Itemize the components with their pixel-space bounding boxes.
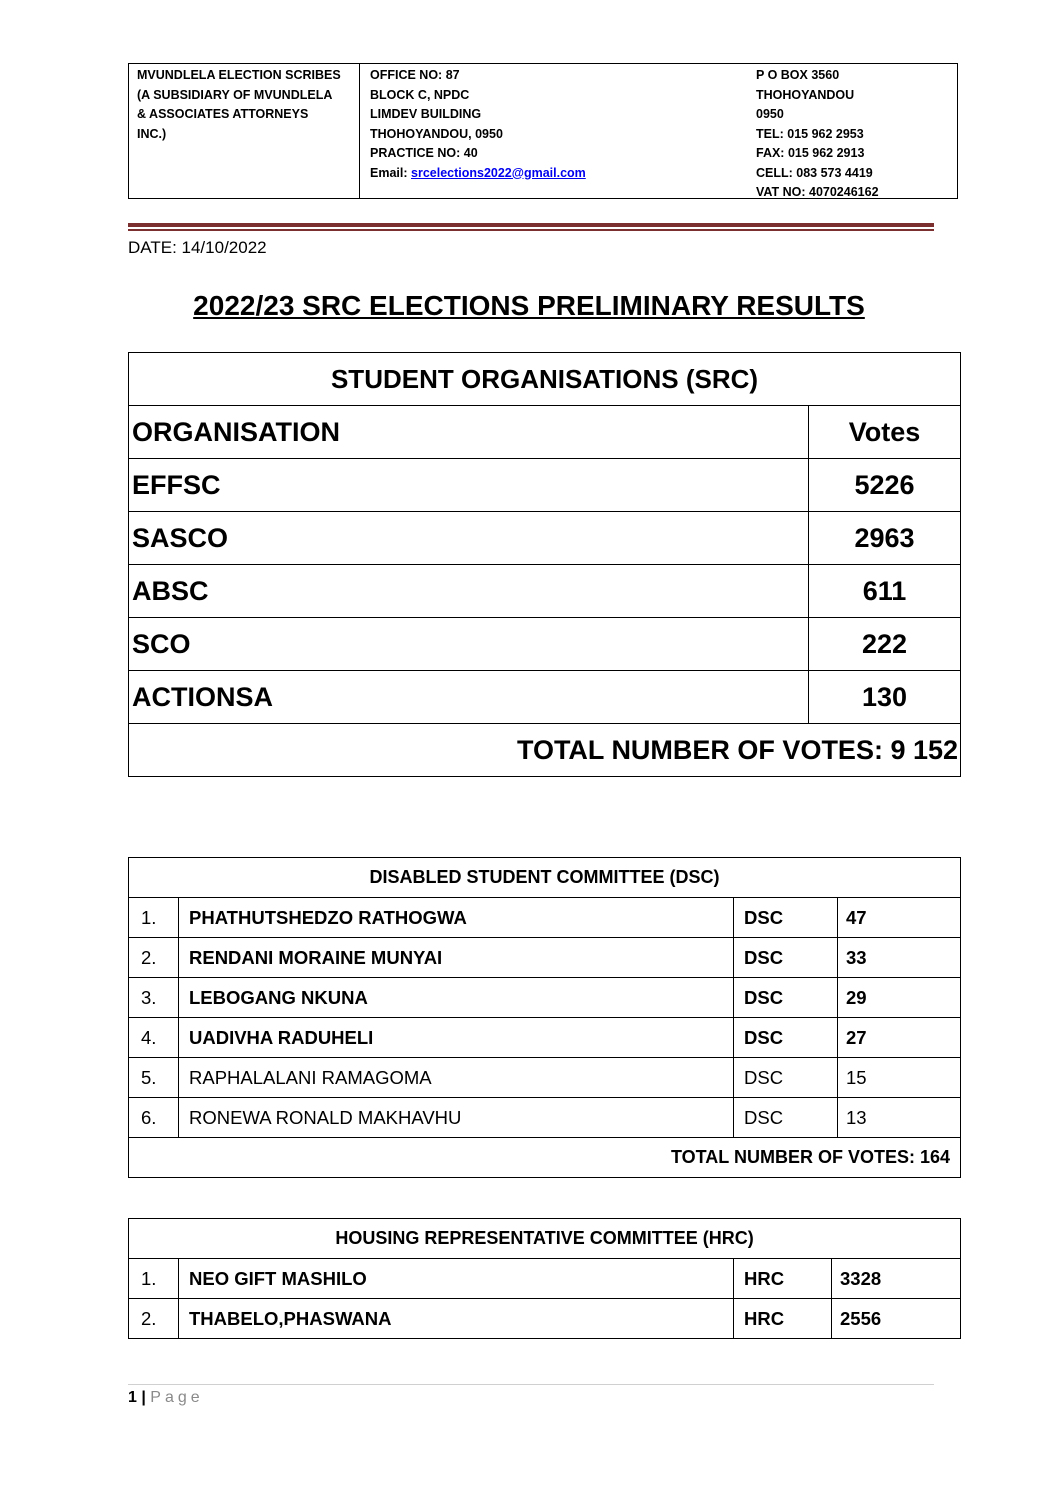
dsc-heading: DISABLED STUDENT COMMITTEE (DSC): [129, 858, 961, 898]
footer-divider: [128, 1384, 934, 1385]
organisation-votes: 2963: [809, 512, 961, 565]
candidate-name: RAPHALALANI RAMAGOMA: [179, 1058, 734, 1098]
candidate-name: NEO GIFT MASHILO: [179, 1259, 734, 1299]
contact-line: THOHOYANDOU: [756, 87, 855, 102]
header-divider: [128, 223, 934, 227]
candidate-name: RONEWA RONALD MAKHAVHU: [179, 1098, 734, 1138]
candidate-name: RENDANI MORAINE MUNYAI: [179, 938, 734, 978]
src-total-votes: TOTAL NUMBER OF VOTES: 9 152: [129, 724, 961, 777]
table-header-row: [129, 1219, 961, 1259]
committee-code: DSC: [734, 1098, 838, 1138]
row-number: 3.: [129, 978, 179, 1018]
table-header-row: [129, 858, 961, 898]
column-header-organisation: ORGANISATION: [129, 406, 809, 459]
candidate-votes: 27: [838, 1018, 961, 1058]
table-row: [129, 1058, 961, 1098]
contact-line: 0950: [756, 107, 784, 121]
organisation-name: SCO: [129, 618, 809, 671]
organisation-votes: 222: [809, 618, 961, 671]
office-line: OFFICE NO: 87: [370, 68, 460, 82]
candidate-name: LEBOGANG NKUNA: [179, 978, 734, 1018]
row-number: 2.: [129, 1299, 179, 1339]
office-line: BLOCK C, NPDC: [370, 87, 470, 102]
contact-line: FAX: 015 962 2913: [756, 146, 865, 160]
candidate-votes: 13: [838, 1098, 961, 1138]
dsc-total-votes: TOTAL NUMBER OF VOTES: 164: [129, 1138, 961, 1178]
office-line: THOHOYANDOU, 0950: [370, 126, 503, 141]
candidate-votes: 29: [838, 978, 961, 1018]
column-header-row: [129, 406, 961, 459]
src-results-table: [128, 352, 961, 777]
candidate-votes: 2556: [832, 1299, 961, 1339]
page-word: Page: [150, 1389, 204, 1406]
table-row: [129, 1018, 961, 1058]
candidate-name: THABELO,PHASWANA: [179, 1299, 734, 1339]
firm-line: INC.): [137, 126, 167, 141]
committee-code: DSC: [734, 1058, 838, 1098]
firm-line: (A SUBSIDIARY OF MVUNDLELA: [137, 87, 333, 102]
organisation-name: ABSC: [129, 565, 809, 618]
table-row: [129, 1259, 961, 1299]
hrc-heading: HOUSING REPRESENTATIVE COMMITTEE (HRC): [129, 1219, 961, 1259]
organisation-votes: 5226: [809, 459, 961, 512]
firm-line: & ASSOCIATES ATTORNEYS: [137, 107, 309, 121]
candidate-name: UADIVHA RADUHELI: [179, 1018, 734, 1058]
organisation-name: ACTIONSA: [129, 671, 809, 724]
table-row: [129, 978, 961, 1018]
hrc-results-table: [128, 1218, 961, 1339]
table-row: [129, 565, 961, 618]
email-label: Email:: [370, 165, 411, 180]
letterhead-contact: [748, 64, 957, 198]
organisation-name: SASCO: [129, 512, 809, 565]
committee-code: DSC: [734, 898, 838, 938]
header-divider-thin: [128, 229, 934, 231]
email-line: [370, 164, 740, 184]
row-number: 5.: [129, 1058, 179, 1098]
table-row: [129, 898, 961, 938]
organisation-votes: 130: [809, 671, 961, 724]
letterhead-firm: [129, 64, 360, 198]
committee-code: HRC: [734, 1259, 832, 1299]
firm-line: MVUNDLELA ELECTION SCRIBES: [137, 68, 341, 82]
page-footer: [128, 1389, 204, 1407]
letterhead-office: [360, 64, 748, 198]
table-row: [129, 459, 961, 512]
organisation-name: EFFSC: [129, 459, 809, 512]
row-number: 6.: [129, 1098, 179, 1138]
candidate-votes: 47: [838, 898, 961, 938]
row-number: 4.: [129, 1018, 179, 1058]
contact-line: P O BOX 3560: [756, 68, 840, 82]
candidate-name: PHATHUTSHEDZO RATHOGWA: [179, 898, 734, 938]
office-line: LIMDEV BUILDING: [370, 107, 482, 121]
row-number: 1.: [129, 1259, 179, 1299]
dsc-results-table: [128, 857, 961, 1178]
candidate-votes: 15: [838, 1058, 961, 1098]
src-heading: STUDENT ORGANISATIONS (SRC): [129, 353, 961, 406]
contact-line: TEL: 015 962 2953: [756, 126, 864, 141]
page-number: 1: [128, 1389, 137, 1406]
organisation-votes: 611: [809, 565, 961, 618]
table-row: [129, 671, 961, 724]
table-row: [129, 512, 961, 565]
row-number: 2.: [129, 938, 179, 978]
page-title: 2022/23 SRC ELECTIONS PRELIMINARY RESULTS: [193, 290, 865, 321]
candidate-votes: 33: [838, 938, 961, 978]
row-number: 1.: [129, 898, 179, 938]
table-row: [129, 938, 961, 978]
contact-line: VAT NO: 4070246162: [756, 185, 879, 199]
candidate-votes: 3328: [832, 1259, 961, 1299]
table-header-row: [129, 353, 961, 406]
email-link[interactable]: srcelections2022@gmail.com: [411, 165, 586, 180]
committee-code: DSC: [734, 938, 838, 978]
table-row: [129, 1098, 961, 1138]
document-date: DATE: 14/10/2022: [128, 238, 267, 257]
total-row: [129, 1138, 961, 1178]
column-header-votes: Votes: [809, 406, 961, 459]
office-line: PRACTICE NO: 40: [370, 146, 478, 160]
total-row: [129, 724, 961, 777]
letterhead: [128, 63, 958, 199]
table-row: [129, 618, 961, 671]
table-row: [129, 1299, 961, 1339]
committee-code: HRC: [734, 1299, 832, 1339]
page-separator: |: [136, 1389, 151, 1406]
committee-code: DSC: [734, 978, 838, 1018]
contact-line: CELL: 083 573 4419: [756, 165, 873, 180]
committee-code: DSC: [734, 1018, 838, 1058]
